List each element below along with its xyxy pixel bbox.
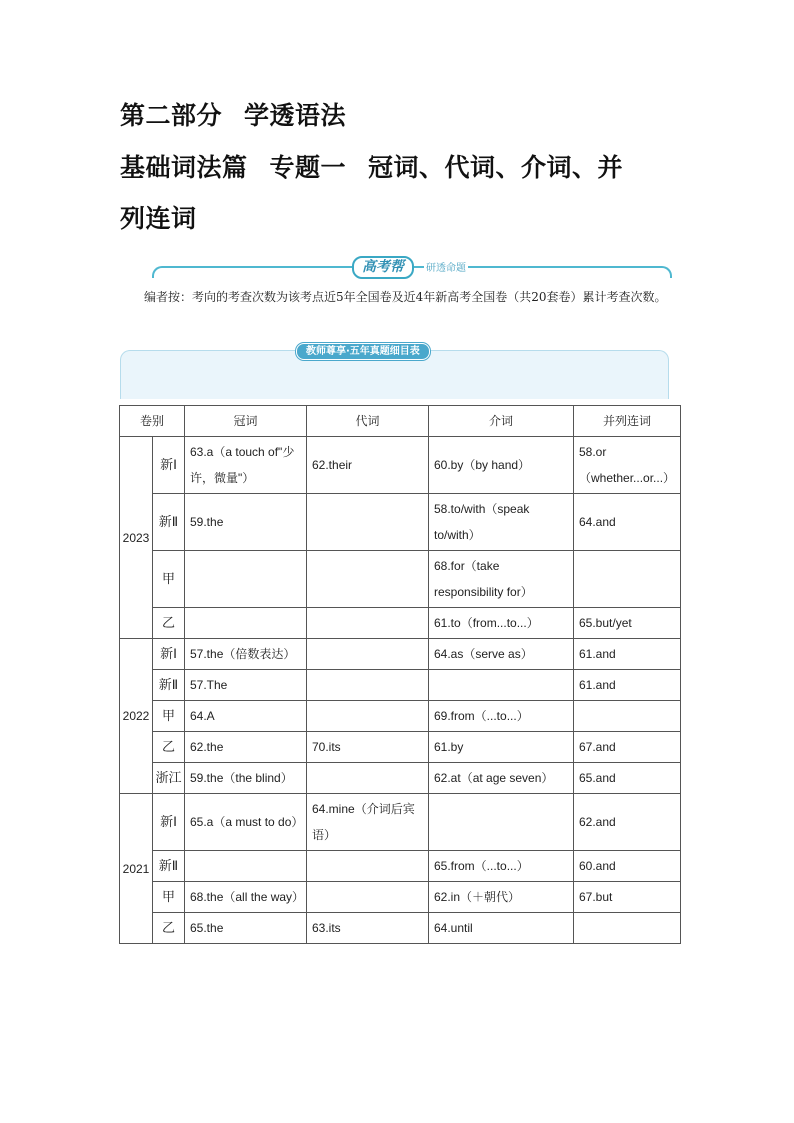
- conjunction-cell: [574, 913, 681, 944]
- chapter-title: [120, 148, 623, 184]
- pronoun-cell: 63.its: [307, 913, 429, 944]
- table-row: [120, 639, 681, 670]
- pronoun-cell: 64.mine（介词后宾语）: [307, 794, 429, 851]
- table-row: [120, 701, 681, 732]
- conjunction-cell: 61.and: [574, 670, 681, 701]
- article-cell: 64.A: [185, 701, 307, 732]
- conjunction-cell: 65.and: [574, 763, 681, 794]
- conjunction-cell: 67.and: [574, 732, 681, 763]
- part-title: [120, 96, 346, 132]
- conjunction-cell: [574, 701, 681, 732]
- article-cell: 57.the（倍数表达）: [185, 639, 307, 670]
- conjunction-cell: 65.but/yet: [574, 608, 681, 639]
- part-label: 第二部分: [120, 101, 223, 130]
- preposition-cell: [429, 670, 574, 701]
- paper-cell: 甲: [153, 882, 185, 913]
- preposition-cell: [429, 794, 574, 851]
- pronoun-cell: [307, 882, 429, 913]
- header-conjunction: 并列连词: [574, 406, 681, 437]
- article-cell: 65.a（a must to do）: [185, 794, 307, 851]
- conjunction-cell: 67.but: [574, 882, 681, 913]
- preposition-cell: 60.by（by hand）: [429, 437, 574, 494]
- topic-name: 冠词、代词、介词、并: [368, 153, 624, 182]
- editor-note: 编者按：考向的考查次数为该考点近5年全国卷及近4年新高考全国卷（共20套卷）累计考查次数。: [144, 290, 667, 304]
- preposition-cell: 62.in（＋朝代）: [429, 882, 574, 913]
- table-row: [120, 763, 681, 794]
- paper-cell: 乙: [153, 608, 185, 639]
- conjunction-cell: 62.and: [574, 794, 681, 851]
- paper-cell: 新Ⅰ: [153, 437, 185, 494]
- table-row: [120, 551, 681, 608]
- article-cell: 65.the: [185, 913, 307, 944]
- section-label: 基础词法篇: [120, 153, 248, 182]
- year-cell: 2023: [120, 437, 153, 639]
- preposition-cell: 61.to（from...to...）: [429, 608, 574, 639]
- pronoun-cell: [307, 608, 429, 639]
- article-cell: [185, 608, 307, 639]
- header-preposition: 介词: [429, 406, 574, 437]
- preposition-cell: 58.to/with（speak to/with）: [429, 494, 574, 551]
- conjunction-cell: [574, 551, 681, 608]
- chapter-title-cont: 列连词: [120, 204, 197, 233]
- table-row: [120, 913, 681, 944]
- preposition-cell: 64.until: [429, 913, 574, 944]
- article-cell: 63.a（a touch of"少许，微量"）: [185, 437, 307, 494]
- paper-cell: 甲: [153, 701, 185, 732]
- year-cell: 2022: [120, 639, 153, 794]
- pronoun-cell: [307, 851, 429, 882]
- teacher-panel: [120, 346, 669, 399]
- paper-cell: 乙: [153, 913, 185, 944]
- pronoun-cell: 70.its: [307, 732, 429, 763]
- pronoun-cell: 62.their: [307, 437, 429, 494]
- part-name: 学透语法: [244, 101, 347, 130]
- preposition-cell: 65.from（...to...）: [429, 851, 574, 882]
- preposition-cell: 68.for（take responsibility for）: [429, 551, 574, 608]
- pronoun-cell: [307, 701, 429, 732]
- conjunction-cell: 60.and: [574, 851, 681, 882]
- table-row: [120, 437, 681, 494]
- pronoun-cell: [307, 763, 429, 794]
- panel-title: 教师尊享·五年真题细目表: [296, 343, 430, 360]
- preposition-cell: 64.as（serve as）: [429, 639, 574, 670]
- article-cell: 68.the（all the way）: [185, 882, 307, 913]
- paper-cell: 新Ⅱ: [153, 670, 185, 701]
- paper-cell: 乙: [153, 732, 185, 763]
- banner-subtitle: 研透命题: [424, 259, 468, 274]
- article-cell: 62.the: [185, 732, 307, 763]
- table-row: [120, 494, 681, 551]
- paper-cell: 新Ⅰ: [153, 639, 185, 670]
- preposition-cell: 62.at（at age seven）: [429, 763, 574, 794]
- pronoun-cell: [307, 670, 429, 701]
- preposition-cell: 61.by: [429, 732, 574, 763]
- table-row: [120, 882, 681, 913]
- table-row: [120, 732, 681, 763]
- header-pronoun: 代词: [307, 406, 429, 437]
- conjunction-cell: 61.and: [574, 639, 681, 670]
- paper-cell: 浙江: [153, 763, 185, 794]
- topic-label: 专题一: [269, 153, 347, 182]
- gaokaobang-banner: [152, 256, 672, 278]
- table-row: [120, 794, 681, 851]
- exam-table: [119, 405, 681, 944]
- paper-cell: 甲: [153, 551, 185, 608]
- article-cell: 57.The: [185, 670, 307, 701]
- pronoun-cell: [307, 494, 429, 551]
- table-row: [120, 608, 681, 639]
- table-row: [120, 670, 681, 701]
- year-cell: 2021: [120, 794, 153, 944]
- article-cell: [185, 551, 307, 608]
- article-cell: 59.the: [185, 494, 307, 551]
- table-header-row: [120, 406, 681, 437]
- brand-logo: 高考帮: [352, 256, 414, 279]
- header-paper: 卷别: [120, 406, 185, 437]
- table-row: [120, 851, 681, 882]
- preposition-cell: 69.from（...to...）: [429, 701, 574, 732]
- pronoun-cell: [307, 639, 429, 670]
- paper-cell: 新Ⅱ: [153, 494, 185, 551]
- article-cell: [185, 851, 307, 882]
- paper-cell: 新Ⅱ: [153, 851, 185, 882]
- paper-cell: 新Ⅰ: [153, 794, 185, 851]
- conjunction-cell: 58.or（whether...or...）: [574, 437, 681, 494]
- article-cell: 59.the（the blind）: [185, 763, 307, 794]
- header-article: 冠词: [185, 406, 307, 437]
- conjunction-cell: 64.and: [574, 494, 681, 551]
- pronoun-cell: [307, 551, 429, 608]
